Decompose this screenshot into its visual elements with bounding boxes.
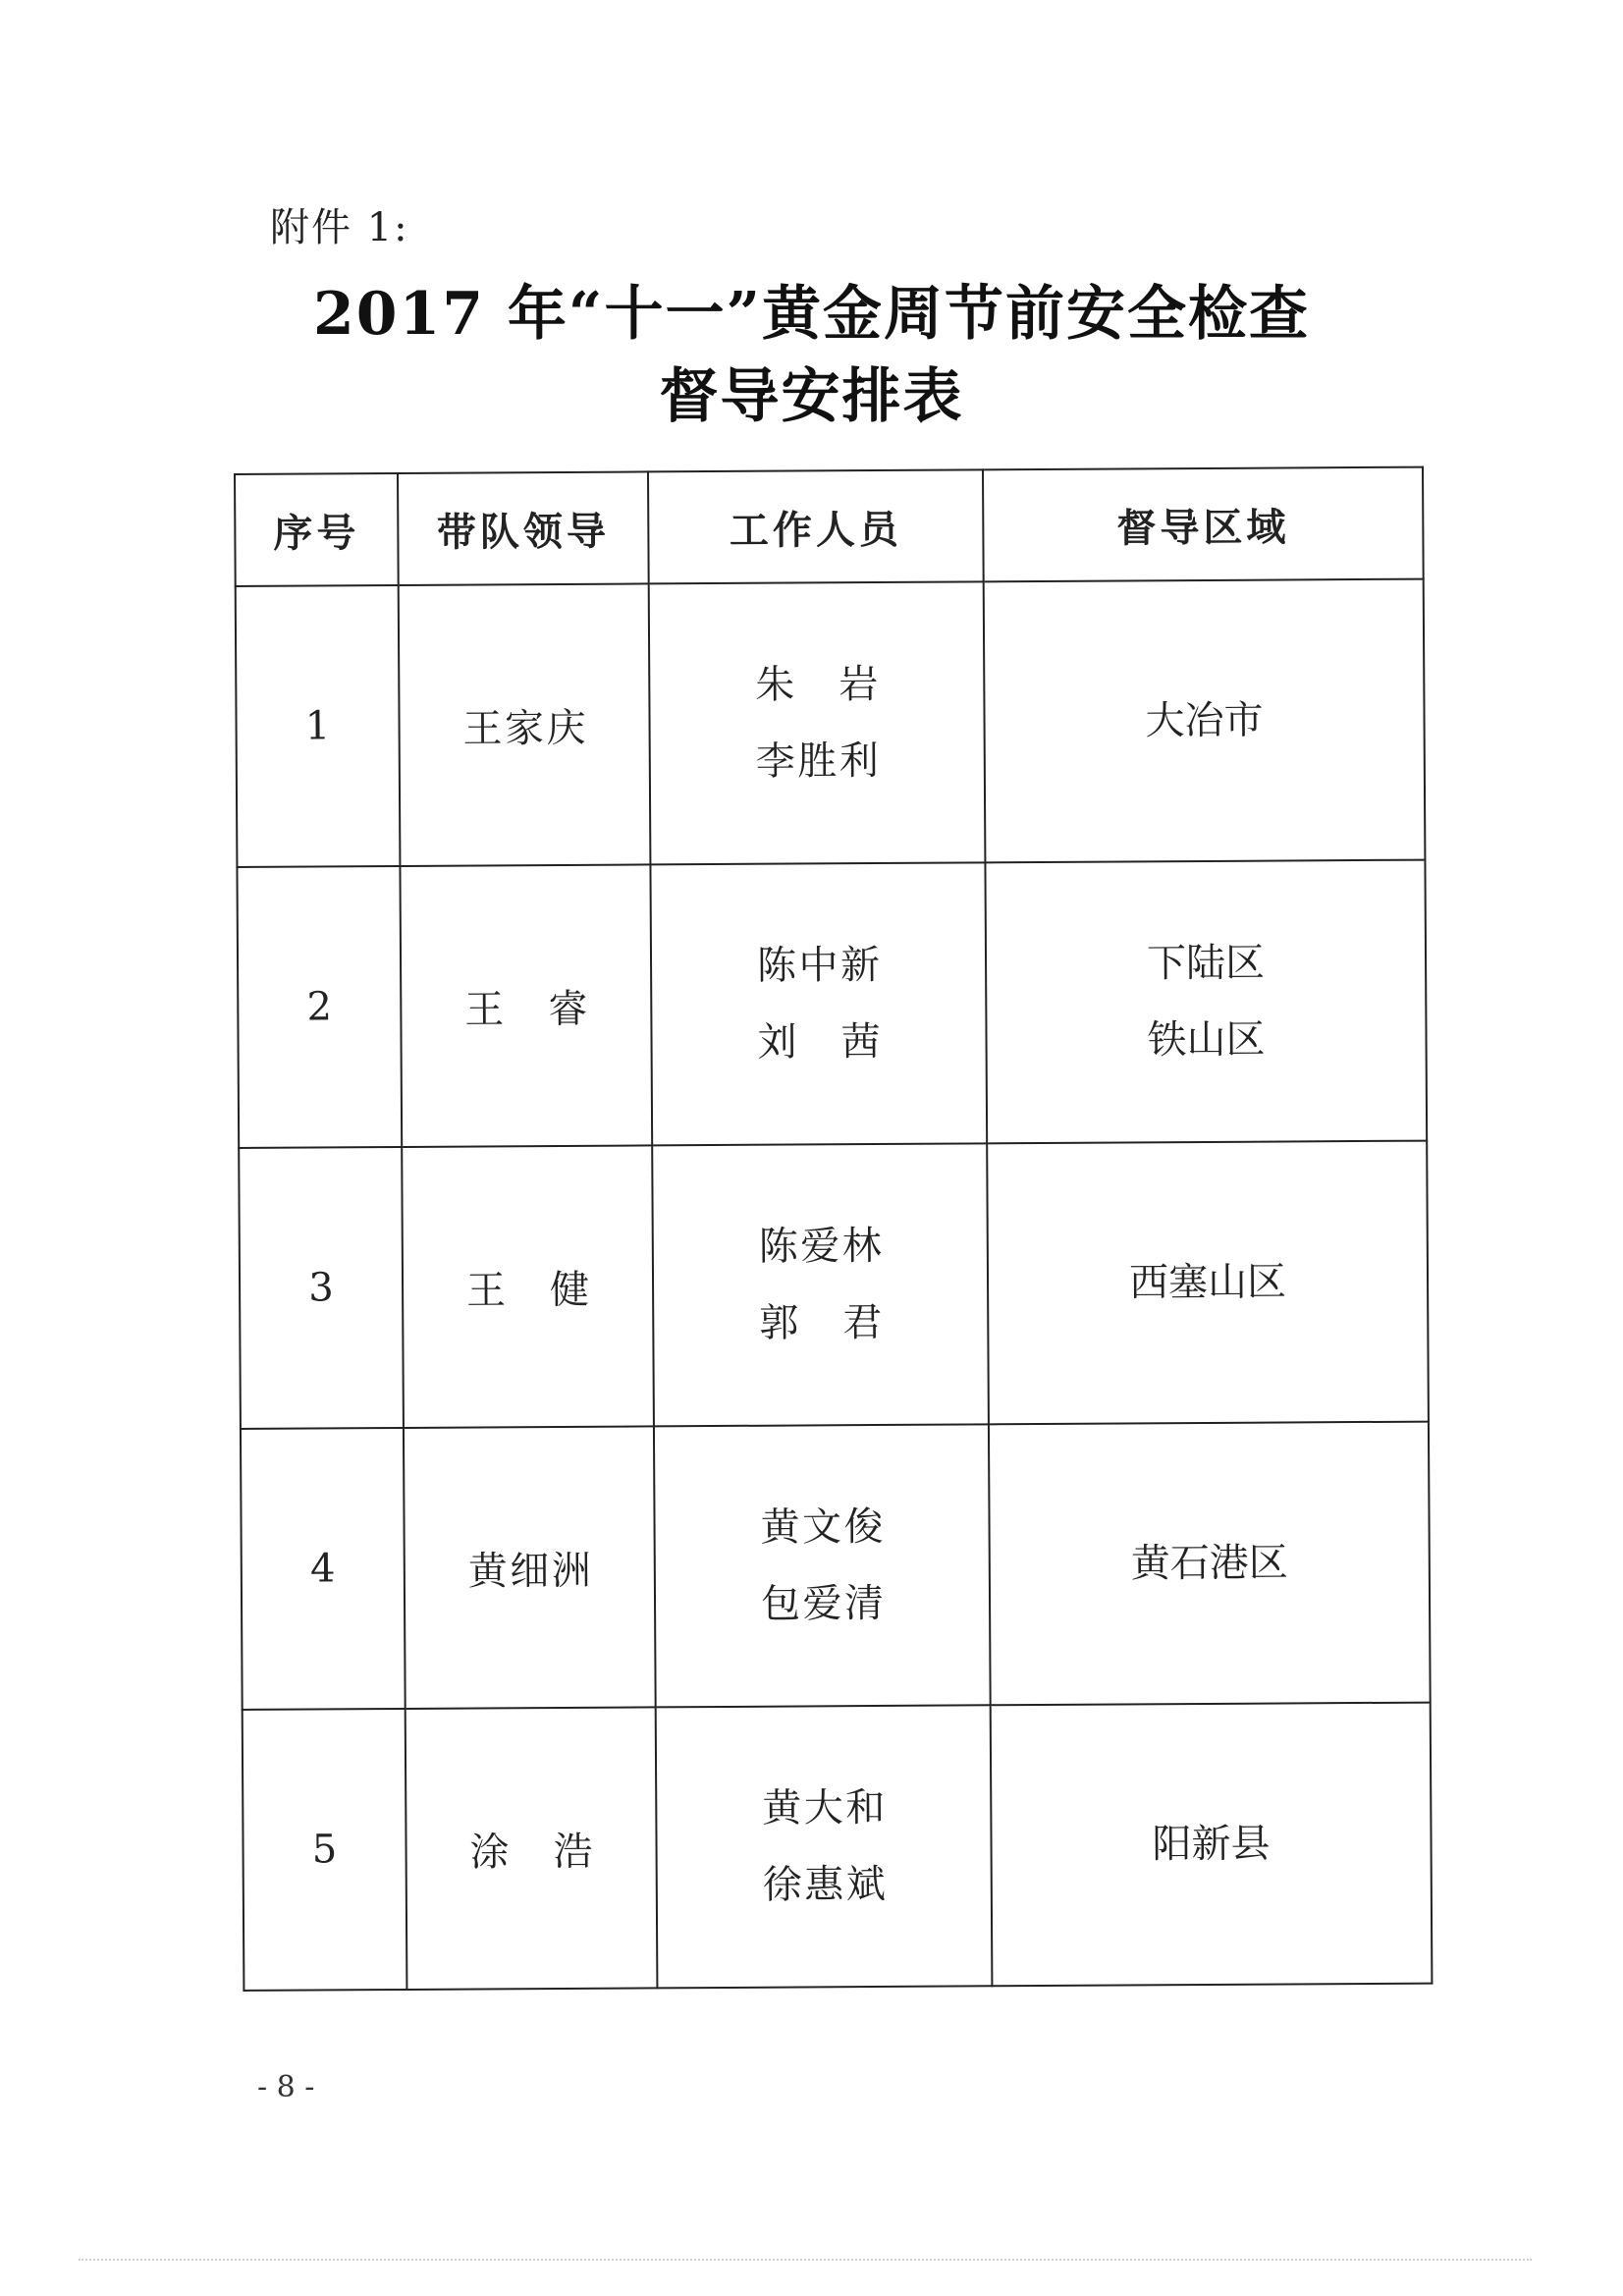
staff-name: 郭 君	[759, 1299, 883, 1346]
leader-name: 王家庆	[462, 705, 586, 752]
staff-name: 陈爱林	[758, 1223, 882, 1270]
row-leader	[404, 1426, 656, 1709]
row-staff	[650, 862, 987, 1145]
row-staff	[654, 1424, 991, 1707]
row-seq: 5	[243, 1709, 407, 1991]
staff-name: 李胜利	[755, 738, 879, 785]
table-row	[243, 1703, 1433, 1991]
scan-artifact-line	[79, 2259, 1532, 2267]
header-leader: 带队领导	[398, 471, 649, 585]
header-staff: 工作人员	[648, 469, 984, 583]
row-seq: 2	[237, 866, 402, 1148]
area-name: 黄石港区	[1130, 1540, 1288, 1587]
leader-name: 王 睿	[464, 986, 588, 1033]
row-leader	[399, 583, 651, 866]
row-seq: 1	[236, 585, 401, 867]
table-row	[236, 579, 1426, 867]
attachment-label: 附件 1:	[270, 205, 409, 250]
table-header-row	[235, 467, 1424, 586]
row-leader	[400, 864, 652, 1147]
document-subtitle: 督导安排表	[659, 362, 964, 431]
staff-name: 陈中新	[756, 942, 881, 989]
area-name: 大冶市	[1145, 697, 1264, 744]
row-staff	[649, 581, 986, 864]
row-area	[984, 579, 1426, 863]
leader-name: 黄细洲	[467, 1548, 591, 1595]
row-area	[991, 1703, 1433, 1987]
table-row	[241, 1422, 1431, 1710]
row-seq: 3	[239, 1147, 404, 1429]
document-title: 2017 年“十一”黄金周节前安全检查	[313, 280, 1310, 349]
leader-name: 涂 浩	[469, 1829, 593, 1876]
table-row	[239, 1141, 1429, 1429]
page-number: - 8 -	[257, 2070, 315, 2105]
header-seq: 序号	[235, 473, 399, 586]
row-area	[989, 1422, 1431, 1706]
staff-name: 包爱清	[760, 1580, 885, 1627]
staff-name: 黄大和	[762, 1784, 886, 1831]
staff-name: 黄文俊	[760, 1503, 884, 1551]
table-row	[237, 860, 1427, 1148]
area-name: 西塞山区	[1128, 1259, 1287, 1306]
row-staff	[652, 1143, 989, 1426]
schedule-table	[234, 466, 1433, 1992]
row-area	[987, 1141, 1429, 1425]
area-name: 下陆区	[1146, 940, 1266, 987]
staff-name: 朱 岩	[755, 661, 879, 708]
area-name: 阳新县	[1152, 1821, 1271, 1868]
row-staff	[656, 1705, 993, 1988]
row-leader	[406, 1707, 658, 1990]
row-leader	[402, 1145, 654, 1428]
staff-name: 刘 茜	[757, 1018, 881, 1066]
area-name: 铁山区	[1147, 1016, 1266, 1064]
leader-name: 王 健	[465, 1267, 590, 1314]
row-seq: 4	[241, 1428, 406, 1710]
row-area	[985, 860, 1427, 1144]
staff-name: 徐惠斌	[762, 1861, 886, 1908]
header-area: 督导区域	[983, 467, 1424, 582]
